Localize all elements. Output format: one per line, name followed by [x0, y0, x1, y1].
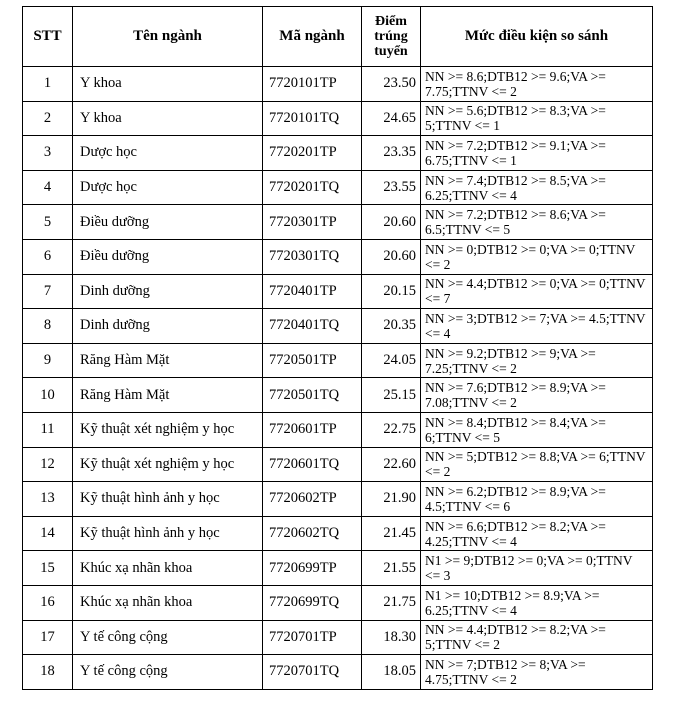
- row-ten-nganh: Kỹ thuật hình ảnh y học: [73, 482, 263, 517]
- row-diem: 21.75: [362, 585, 421, 620]
- row-muc-dieu-kien: NN >= 6.2;DTB12 >= 8.9;VA >= 4.5;TTNV <= 6: [421, 482, 653, 517]
- table-row: [23, 482, 653, 517]
- row-ten-nganh: Răng Hàm Mặt: [73, 343, 263, 378]
- table-row: [23, 309, 653, 344]
- row-muc-dieu-kien: NN >= 6.6;DTB12 >= 8.2;VA >= 4.25;TTNV <= 4: [421, 516, 653, 551]
- row-muc-dieu-kien: NN >= 5;DTB12 >= 8.8;VA >= 6;TTNV <= 2: [421, 447, 653, 482]
- row-ma-nganh: 7720602TP: [263, 482, 362, 517]
- row-ma-nganh: 7720301TP: [263, 205, 362, 240]
- row-diem: 24.65: [362, 101, 421, 136]
- row-muc-dieu-kien: NN >= 8.6;DTB12 >= 9.6;VA >= 7.75;TTNV <= 2: [421, 67, 653, 102]
- row-ma-nganh: 7720601TP: [263, 412, 362, 447]
- row-ma-nganh: 7720101TQ: [263, 101, 362, 136]
- row-muc-dieu-kien: N1 >= 9;DTB12 >= 0;VA >= 0;TTNV <= 3: [421, 551, 653, 586]
- table-row: [23, 585, 653, 620]
- row-ma-nganh: 7720401TP: [263, 274, 362, 309]
- row-muc-dieu-kien: NN >= 5.6;DTB12 >= 8.3;VA >= 5;TTNV <= 1: [421, 101, 653, 136]
- row-muc-dieu-kien: NN >= 7.6;DTB12 >= 8.9;VA >= 7.08;TTNV <= 2: [421, 378, 653, 413]
- table-row: [23, 239, 653, 274]
- row-stt: 17: [23, 620, 73, 655]
- row-muc-dieu-kien: N1 >= 10;DTB12 >= 8.9;VA >= 6.25;TTNV <= 4: [421, 585, 653, 620]
- row-stt: 10: [23, 378, 73, 413]
- row-stt: 5: [23, 205, 73, 240]
- row-ten-nganh: Khúc xạ nhãn khoa: [73, 585, 263, 620]
- row-muc-dieu-kien: NN >= 9.2;DTB12 >= 9;VA >= 7.25;TTNV <= 2: [421, 343, 653, 378]
- table-row: [23, 551, 653, 586]
- row-stt: 7: [23, 274, 73, 309]
- row-ten-nganh: Y tế công cộng: [73, 655, 263, 690]
- row-ten-nganh: Khúc xạ nhãn khoa: [73, 551, 263, 586]
- row-stt: 6: [23, 239, 73, 274]
- table-row: [23, 378, 653, 413]
- table-row: [23, 620, 653, 655]
- row-stt: 14: [23, 516, 73, 551]
- row-ma-nganh: 7720602TQ: [263, 516, 362, 551]
- row-ten-nganh: Điều dưỡng: [73, 239, 263, 274]
- row-ten-nganh: Y khoa: [73, 67, 263, 102]
- row-diem: 18.30: [362, 620, 421, 655]
- row-ma-nganh: 7720699TQ: [263, 585, 362, 620]
- row-ma-nganh: 7720201TP: [263, 136, 362, 171]
- row-muc-dieu-kien: NN >= 7.2;DTB12 >= 9.1;VA >= 6.75;TTNV <= 1: [421, 136, 653, 171]
- row-stt: 16: [23, 585, 73, 620]
- row-muc-dieu-kien: NN >= 7.2;DTB12 >= 8.6;VA >= 6.5;TTNV <= 5: [421, 205, 653, 240]
- row-ten-nganh: Kỹ thuật xét nghiệm y học: [73, 447, 263, 482]
- header-ma-nganh: Mã ngành: [263, 7, 362, 67]
- row-diem: 20.60: [362, 205, 421, 240]
- row-stt: 8: [23, 309, 73, 344]
- row-ma-nganh: 7720201TQ: [263, 170, 362, 205]
- row-stt: 12: [23, 447, 73, 482]
- row-ten-nganh: Điều dưỡng: [73, 205, 263, 240]
- row-ma-nganh: 7720501TQ: [263, 378, 362, 413]
- row-diem: 23.35: [362, 136, 421, 171]
- row-ten-nganh: Răng Hàm Mặt: [73, 378, 263, 413]
- row-diem: 23.50: [362, 67, 421, 102]
- row-stt: 3: [23, 136, 73, 171]
- row-stt: 9: [23, 343, 73, 378]
- table-row: [23, 170, 653, 205]
- table-row: [23, 655, 653, 690]
- table-row: [23, 343, 653, 378]
- row-muc-dieu-kien: NN >= 3;DTB12 >= 7;VA >= 4.5;TTNV <= 4: [421, 309, 653, 344]
- row-diem: 25.15: [362, 378, 421, 413]
- row-ten-nganh: Dinh dưỡng: [73, 309, 263, 344]
- row-diem: 21.45: [362, 516, 421, 551]
- row-diem: 22.75: [362, 412, 421, 447]
- row-ma-nganh: 7720501TP: [263, 343, 362, 378]
- row-stt: 15: [23, 551, 73, 586]
- row-ma-nganh: 7720701TQ: [263, 655, 362, 690]
- row-stt: 13: [23, 482, 73, 517]
- admission-scores-table: [22, 6, 653, 690]
- row-ma-nganh: 7720701TP: [263, 620, 362, 655]
- row-ten-nganh: Dược học: [73, 170, 263, 205]
- row-ten-nganh: Kỹ thuật hình ảnh y học: [73, 516, 263, 551]
- row-ten-nganh: Dinh dưỡng: [73, 274, 263, 309]
- header-muc-dieu-kien: Mức điều kiện so sánh: [421, 7, 653, 67]
- row-ten-nganh: Y khoa: [73, 101, 263, 136]
- row-ma-nganh: 7720601TQ: [263, 447, 362, 482]
- table-row: [23, 412, 653, 447]
- row-muc-dieu-kien: NN >= 7;DTB12 >= 8;VA >= 4.75;TTNV <= 2: [421, 655, 653, 690]
- row-diem: 20.35: [362, 309, 421, 344]
- row-ten-nganh: Kỹ thuật xét nghiệm y học: [73, 412, 263, 447]
- header-diem-trung-tuyen: [362, 7, 421, 67]
- row-diem: 22.60: [362, 447, 421, 482]
- row-muc-dieu-kien: NN >= 4.4;DTB12 >= 0;VA >= 0;TTNV <= 7: [421, 274, 653, 309]
- row-ma-nganh: 7720301TQ: [263, 239, 362, 274]
- header-diem-line-2: trúng: [374, 29, 408, 44]
- row-diem: 18.05: [362, 655, 421, 690]
- table-row: [23, 101, 653, 136]
- row-ten-nganh: Dược học: [73, 136, 263, 171]
- row-diem: 21.90: [362, 482, 421, 517]
- table-row: [23, 516, 653, 551]
- row-ma-nganh: 7720699TP: [263, 551, 362, 586]
- row-diem: 21.55: [362, 551, 421, 586]
- table-row: [23, 205, 653, 240]
- row-muc-dieu-kien: NN >= 0;DTB12 >= 0;VA >= 0;TTNV <= 2: [421, 239, 653, 274]
- row-ma-nganh: 7720101TP: [263, 67, 362, 102]
- row-stt: 11: [23, 412, 73, 447]
- header-row: [23, 7, 653, 67]
- header-stt: STT: [23, 7, 73, 67]
- row-stt: 2: [23, 101, 73, 136]
- row-diem: 23.55: [362, 170, 421, 205]
- table-row: [23, 274, 653, 309]
- row-ma-nganh: 7720401TQ: [263, 309, 362, 344]
- row-muc-dieu-kien: NN >= 8.4;DTB12 >= 8.4;VA >= 6;TTNV <= 5: [421, 412, 653, 447]
- row-diem: 24.05: [362, 343, 421, 378]
- row-diem: 20.15: [362, 274, 421, 309]
- table-row: [23, 447, 653, 482]
- header-ten-nganh: Tên ngành: [73, 7, 263, 67]
- row-diem: 20.60: [362, 239, 421, 274]
- row-muc-dieu-kien: NN >= 4.4;DTB12 >= 8.2;VA >= 5;TTNV <= 2: [421, 620, 653, 655]
- row-ten-nganh: Y tế công cộng: [73, 620, 263, 655]
- table-row: [23, 136, 653, 171]
- row-muc-dieu-kien: NN >= 7.4;DTB12 >= 8.5;VA >= 6.25;TTNV <= 4: [421, 170, 653, 205]
- header-diem-line-3: tuyển: [374, 44, 408, 59]
- row-stt: 4: [23, 170, 73, 205]
- row-stt: 18: [23, 655, 73, 690]
- table-row: [23, 67, 653, 102]
- table-body: [23, 67, 653, 690]
- header-diem-line-1: Điểm: [375, 14, 407, 29]
- row-stt: 1: [23, 67, 73, 102]
